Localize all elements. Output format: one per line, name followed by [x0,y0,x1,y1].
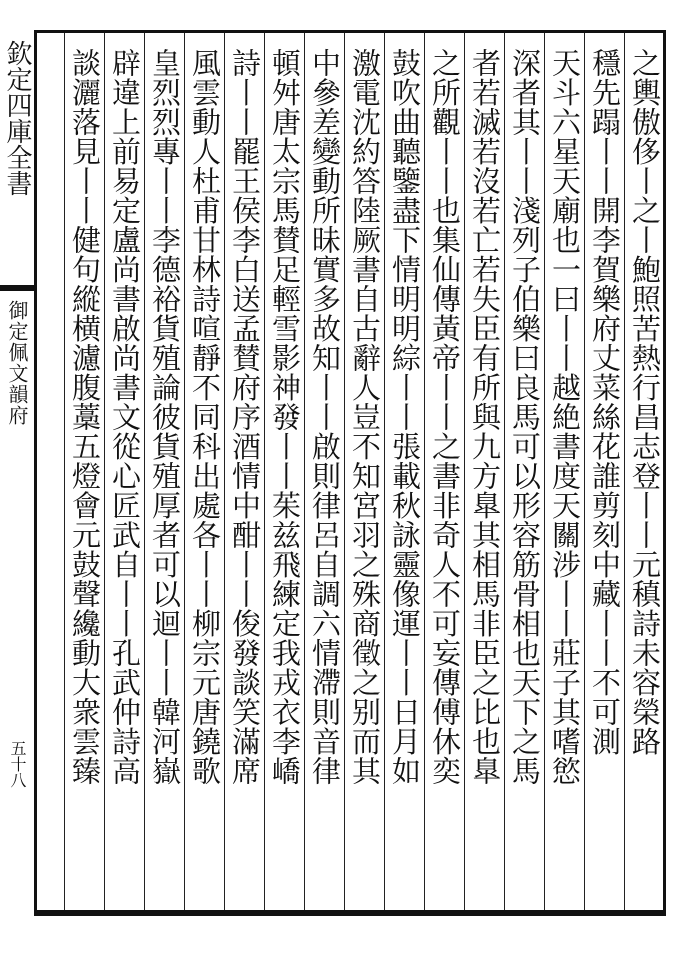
column-rule [464,33,465,910]
text-column-12: 風雲動人杜甫甘林詩喧靜不同科出處各丨丨柳宗元唐鐃歌 [188,48,222,786]
column-rule [504,33,505,910]
text-column-7: 鼓吹曲聽鑒盡下情明明綜丨丨張載秋詠靈像運丨丨日月如 [388,48,422,786]
column-rule [384,33,385,910]
column-rule [424,33,425,910]
column-rule [64,33,65,910]
column-rule [344,33,345,910]
frame-right-rule [663,30,666,916]
column-rule [224,33,225,910]
text-column-4: 深者其丨丨淺列子伯樂曰良馬可以形容筋骨相也天下之馬 [508,48,542,786]
text-column-5: 者若滅若沒若亡若失臣有所與九方臯其相馬非臣之比也臯 [468,48,502,786]
text-column-15: 談灑落見丨丨健句縱横濾腹藁五燈會元鼓聲纔動大衆雲臻 [68,48,102,786]
text-column-10: 頓舛唐太宗馬賛足輕雪影神發丨丨茱兹飛練定我戎衣李嶠 [268,48,302,786]
column-rule [264,33,265,910]
text-column-1: 之輿傲侈丨之丨鮑照苦熱行昌志登丨丨元稹詩未容榮路 [628,48,662,756]
edge-title: 欽定四庫全書 [2,40,32,196]
column-rule [104,33,105,910]
text-column-11: 詩丨丨罷王侯李白送孟賛府序酒情中酣丨丨俊發談笑滿席 [228,48,262,786]
folio-number: 五十八 [8,740,27,788]
frame-top-rule [36,30,666,33]
column-rule [144,33,145,910]
column-rule [304,33,305,910]
column-rule [544,33,545,910]
frame-left-rule [34,30,37,916]
fishtail-mark [0,285,36,291]
column-rule [624,33,625,910]
column-rule [184,33,185,910]
frame-bottom-rule [36,910,666,916]
text-column-8: 激電沈約答陸厥書自古辭人豈不知宮羽之殊商徵之别而其 [348,48,382,786]
text-column-6: 之所觀丨丨也集仙傳黃帝丨丨之書非奇人不可妄傳傅休奕 [428,48,462,786]
text-column-9: 中參差變動所昧實多故知丨丨啟則律呂自調六情滯則音律 [308,48,342,786]
text-column-14: 辟違上前易定盧尚書啟尚書文從心匠武自丨丨孔武仲詩高 [108,48,142,786]
column-rule [584,33,585,910]
text-column-13: 皇烈烈專丨丨李德裕貨殖論彼貨殖厚者可以迴丨丨韓河嶽 [148,48,182,786]
text-column-2: 穩先蹋丨丨開李賀樂府丈菜絲花誰剪刻中藏丨丨不可測 [588,48,622,756]
text-column-3: 天斗六星天廟也一曰丨丨越絶書度天關涉丨丨莊子其嗜慾 [548,48,582,786]
spine-title: 御定佩文韻府 [5,300,29,426]
